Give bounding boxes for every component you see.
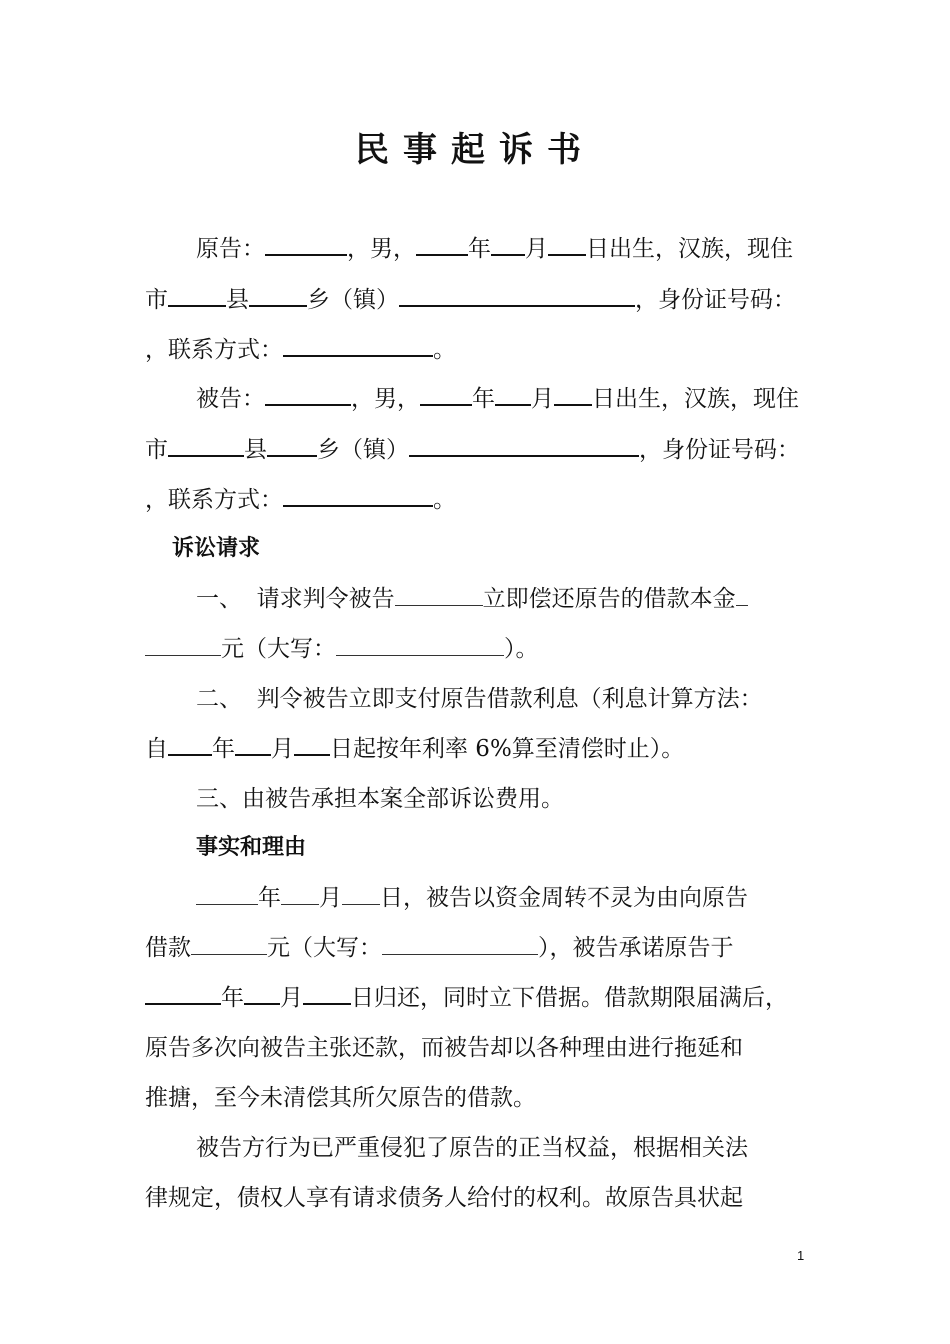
blank-field[interactable]: [409, 435, 639, 457]
claims-heading: 诉讼请求: [172, 536, 261, 561]
claim-1-line-1: [196, 582, 748, 616]
blank-field[interactable]: [548, 234, 586, 256]
text-span: 日归还，同时立下借据。借款期限届满后，: [351, 985, 788, 1011]
text-span: 一、 请求判令被告: [196, 586, 395, 612]
facts-line-2: [145, 931, 734, 965]
text-span: ，男，: [347, 236, 416, 262]
reason-line-2: 律规定，债权人享有请求债务人给付的权利。故原告具状起: [145, 1185, 743, 1211]
defendant-line-3: [145, 483, 456, 517]
text-span: ，男，: [351, 386, 420, 412]
text-span: 立即偿还原告的借款本金: [482, 586, 736, 612]
text-span: ，身份证号码：: [635, 287, 796, 313]
text-span: 日起按年利率 6%算至清偿时止）。: [330, 736, 685, 762]
blank-field[interactable]: [382, 934, 538, 955]
text-span: 县: [226, 287, 249, 313]
text-span: 年: [221, 985, 244, 1011]
blank-field[interactable]: [244, 983, 280, 1005]
claim-3: 三、由被告承担本案全部诉讼费用。: [196, 786, 564, 812]
facts-line-3: [145, 981, 788, 1015]
text-span: 月: [319, 885, 342, 911]
blank-field[interactable]: [168, 734, 212, 756]
text-span: 市: [145, 437, 168, 463]
claim-2-line-2: [145, 732, 684, 766]
blank-field[interactable]: [267, 435, 317, 457]
text-span: 月: [531, 386, 554, 412]
blank-field[interactable]: [191, 934, 267, 955]
text-span: 月: [280, 985, 303, 1011]
facts-line-5: 推搪，至今未清偿其所欠原告的借款。: [145, 1085, 536, 1111]
blank-field[interactable]: [145, 635, 221, 656]
blank-field[interactable]: [554, 384, 592, 406]
text-span: 日出生，汉族，现住: [592, 386, 799, 412]
text-span: 乡（镇）: [317, 437, 409, 463]
text-span: 元（大写：: [221, 636, 336, 662]
blank-field[interactable]: [168, 285, 226, 307]
blank-field[interactable]: [495, 384, 531, 406]
text-span: 年: [468, 236, 491, 262]
text-span: 借款: [145, 935, 191, 961]
text-span: 月: [271, 736, 294, 762]
text-span: ，联系方式：: [145, 487, 283, 513]
text-span: 。: [433, 337, 456, 363]
blank-field[interactable]: [736, 585, 748, 606]
blank-field[interactable]: [491, 234, 525, 256]
blank-field[interactable]: [281, 884, 319, 905]
blank-field[interactable]: [416, 234, 468, 256]
blank-field[interactable]: [420, 384, 472, 406]
facts-line-4: 原告多次向被告主张还款，而被告却以各种理由进行拖延和: [145, 1035, 743, 1061]
plaintiff-line-3: [145, 333, 456, 367]
defendant-label: 被告：: [196, 386, 265, 412]
facts-line-1: [196, 881, 748, 915]
text-span: 自: [145, 736, 168, 762]
text-span: 年: [212, 736, 235, 762]
text-span: 元（大写：: [267, 935, 382, 961]
blank-field[interactable]: [168, 435, 244, 457]
text-span: 日，被告以资金周转不灵为由向原告: [380, 885, 748, 911]
text-span: 年: [258, 885, 281, 911]
document-title: 民事起诉书: [355, 130, 595, 170]
text-span: ），被告承诺原告于: [538, 935, 734, 961]
defendant-line-2: [145, 433, 800, 467]
text-span: ）。: [504, 636, 539, 662]
page-number: 1: [797, 1248, 805, 1263]
text-span: 市: [145, 287, 168, 313]
text-span: 年: [472, 386, 495, 412]
blank-field[interactable]: [336, 635, 504, 656]
blank-field[interactable]: [342, 884, 380, 905]
blank-field[interactable]: [145, 983, 221, 1005]
text-span: 月: [525, 236, 548, 262]
blank-field[interactable]: [265, 384, 351, 406]
text-span: ，联系方式：: [145, 337, 283, 363]
blank-field[interactable]: [249, 285, 307, 307]
defendant-line-1: [196, 382, 799, 416]
claim-2-line-1: 二、 判令被告立即支付原告借款利息（利息计算方法：: [196, 686, 763, 712]
text-span: 乡（镇）: [307, 287, 399, 313]
blank-field[interactable]: [303, 983, 351, 1005]
blank-field[interactable]: [283, 335, 433, 357]
reason-line-1: 被告方行为已严重侵犯了原告的正当权益，根据相关法: [196, 1135, 748, 1161]
blank-field[interactable]: [294, 734, 330, 756]
blank-field[interactable]: [265, 234, 347, 256]
text-span: 日出生，汉族，现住: [586, 236, 793, 262]
text-span: 。: [433, 487, 456, 513]
blank-field[interactable]: [395, 585, 483, 606]
text-span: 县: [244, 437, 267, 463]
blank-field[interactable]: [196, 884, 258, 905]
blank-field[interactable]: [283, 485, 433, 507]
plaintiff-line-1: [196, 232, 793, 266]
blank-field[interactable]: [399, 285, 635, 307]
claim-1-line-2: [145, 632, 539, 666]
text-span: ，身份证号码：: [639, 437, 800, 463]
facts-heading: 事实和理由: [196, 835, 307, 860]
blank-field[interactable]: [235, 734, 271, 756]
plaintiff-line-2: [145, 283, 796, 317]
plaintiff-label: 原告：: [196, 236, 265, 262]
